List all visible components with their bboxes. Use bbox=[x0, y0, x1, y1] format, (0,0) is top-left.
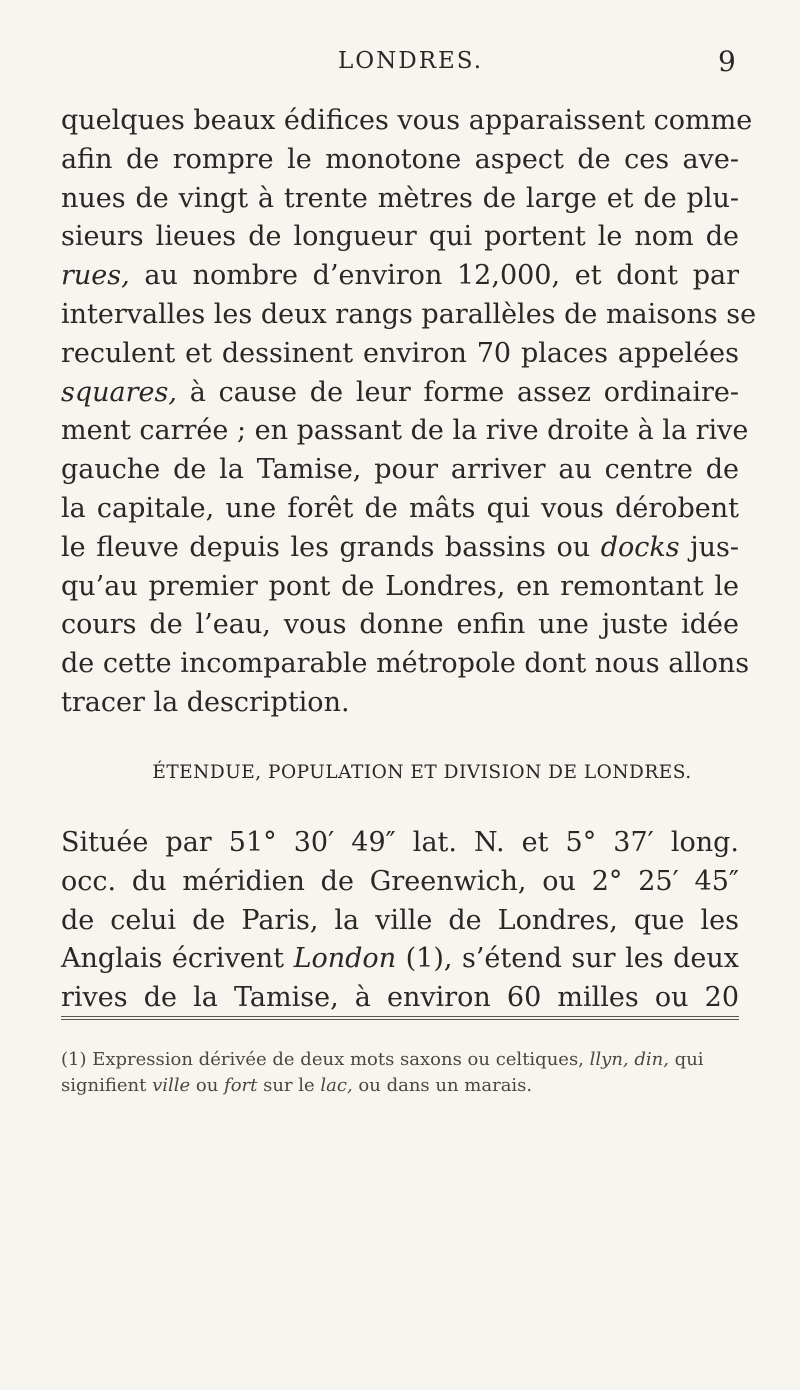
text-line: de celui de Paris, la ville de Londres, que les bbox=[61, 904, 739, 936]
footnote bbox=[61, 1047, 739, 1099]
footnote-italic: fort bbox=[224, 1075, 258, 1096]
footnote-italic: lac, bbox=[320, 1075, 353, 1096]
text-line bbox=[61, 257, 739, 296]
footnote-italic: llyn, din, bbox=[589, 1049, 669, 1070]
italic-term: squares, bbox=[61, 376, 177, 408]
text-line bbox=[61, 374, 739, 413]
text-line: rives de la Tamise, à environ 60 milles ou 20 bbox=[61, 982, 739, 1014]
text-line: tracer la description. bbox=[61, 686, 350, 718]
text-line: occ. du méridien de Greenwich, ou 2° 25′ 45″ bbox=[61, 865, 739, 897]
text-line: quelques beaux édifices vous apparaissent comme bbox=[61, 105, 753, 136]
footnote-marker: (1) bbox=[61, 1049, 87, 1070]
text-line: afin de rompre le monotone aspect de ces ave- bbox=[61, 143, 739, 175]
footnote-italic: ville bbox=[152, 1075, 191, 1096]
text-line: qu’au premier pont de Londres, en remontant le bbox=[61, 570, 739, 602]
text-line bbox=[61, 940, 739, 979]
footnote-divider bbox=[61, 1016, 739, 1020]
text-line bbox=[61, 529, 739, 568]
text-line: sieurs lieues de longueur qui portent le nom de bbox=[61, 221, 739, 253]
footnote-text: ou dans un marais. bbox=[352, 1075, 533, 1096]
text-run: au nombre d’environ 12,000, et dont par bbox=[129, 260, 739, 292]
text-run: jus- bbox=[679, 531, 739, 563]
body-paragraph bbox=[61, 102, 757, 723]
footnote-text: Expression dérivée de deux mots saxons ou celtiques, bbox=[86, 1049, 590, 1070]
text-line: intervalles les deux rangs parallèles de maisons se bbox=[61, 298, 757, 330]
italic-term: docks bbox=[600, 531, 680, 563]
text-line: ment carrée ; en passant de la rive droite à la rive bbox=[61, 415, 749, 447]
section-heading: ÉTENDUE, POPULATION ET DIVISION DE LONDRES. bbox=[152, 762, 692, 783]
section-paragraph bbox=[61, 824, 739, 1018]
page-number: 9 bbox=[718, 45, 736, 78]
text-run: (1), s’étend sur les deux bbox=[396, 943, 739, 975]
text-line: nues de vingt à trente mètres de large et de plu- bbox=[61, 182, 739, 214]
text-run: à cause de leur forme assez ordinaire- bbox=[176, 376, 739, 408]
text-line: de cette incomparable métropole dont nous allons bbox=[61, 648, 750, 680]
footnote-text: ou bbox=[190, 1075, 225, 1096]
text-run: Anglais écrivent bbox=[61, 943, 294, 975]
italic-term: rues, bbox=[61, 260, 130, 292]
text-run: le fleuve depuis les grands bassins ou bbox=[61, 531, 601, 563]
text-line: Située par 51° 30′ 49″ lat. N. et 5° 37′ long. bbox=[61, 827, 739, 858]
text-line: reculent et dessinent environ 70 places appelées bbox=[61, 337, 739, 369]
footnote-text: qui signifient bbox=[61, 1049, 704, 1096]
footnote-text: sur le bbox=[257, 1075, 321, 1096]
italic-term: London bbox=[293, 943, 397, 975]
text-line: la capitale, une forêt de mâts qui vous dérobent bbox=[61, 492, 739, 524]
running-head: LONDRES. bbox=[338, 48, 484, 74]
text-line: cours de l’eau, vous donne enfin une juste idée bbox=[61, 609, 739, 641]
text-line: gauche de la Tamise, pour arriver au centre de bbox=[61, 454, 739, 486]
